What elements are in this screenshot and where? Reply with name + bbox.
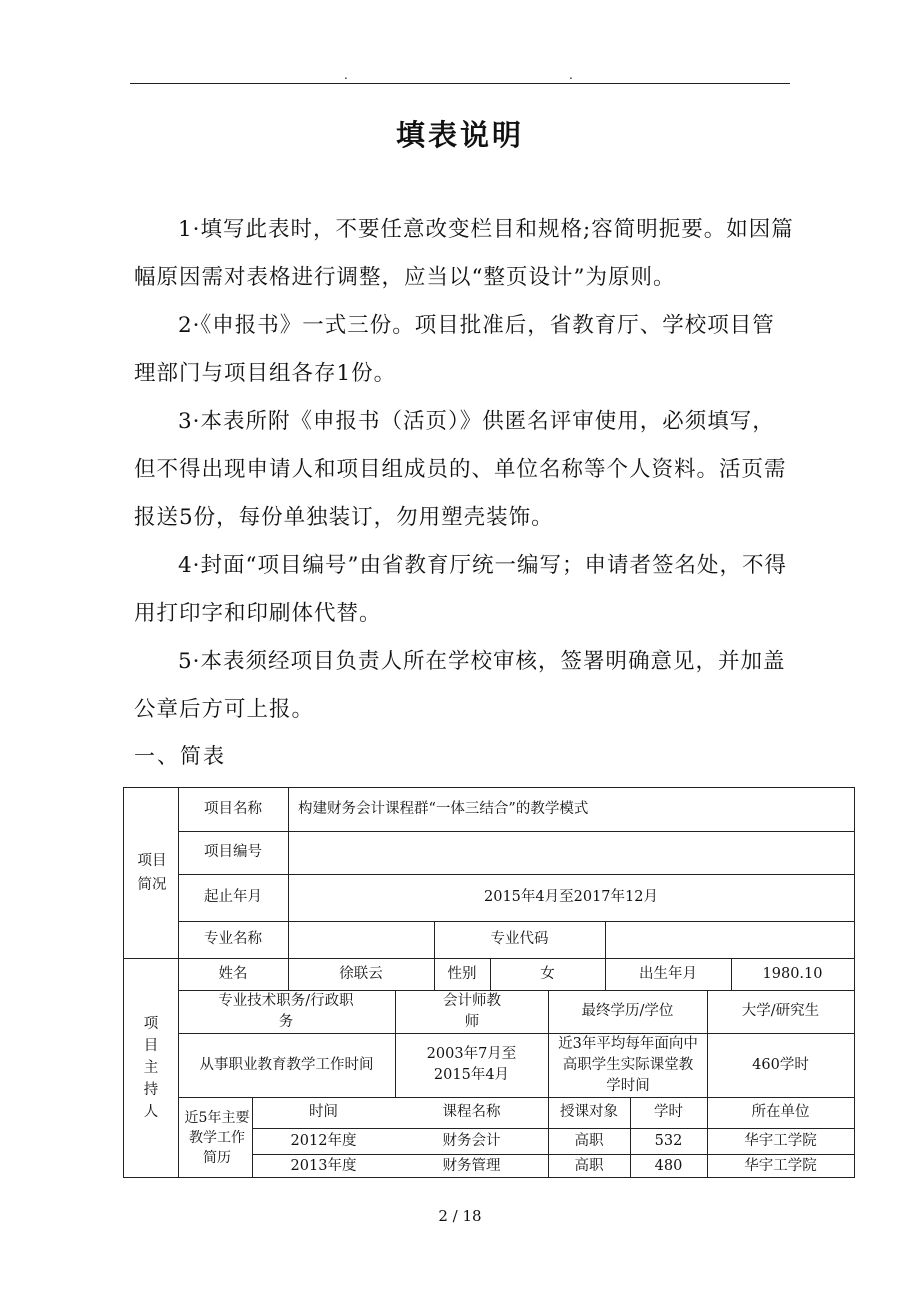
- teaching-time-label: 从事职业教育教学工作时间: [199, 1056, 374, 1073]
- header-dot-right: .: [569, 68, 573, 82]
- gender-value: 女: [540, 965, 555, 982]
- table-cell: 华宇工学院: [744, 1132, 817, 1149]
- period-value: 2015年4月至2017年12月: [484, 889, 658, 905]
- summary-table: [123, 787, 855, 1178]
- period-label: 起止年月: [204, 889, 262, 905]
- title-label: 专业技术职务/行政职务: [218, 992, 354, 1030]
- resume-header: 时间: [309, 1104, 338, 1120]
- birth-value: 1980.10: [762, 965, 823, 982]
- table-cell: 高职: [574, 1157, 604, 1174]
- instruction-item: 4·封面“项目编号”由省教育厅统一编写；申请者签名处，不得用打印字和印刷体代替。: [134, 553, 787, 626]
- table-cell: 财务管理: [442, 1157, 501, 1174]
- page-title: 填表说明: [395, 118, 524, 152]
- project-number-value: [288, 831, 854, 874]
- instruction-item: 3·本表所附《申报书（活页）》供匿名评审使用，必须填写，但不得出现申请人和项目组成员的、单位名称等个人资料。活页需报送5份，每份单独装订，勿用塑壳装饰。: [134, 409, 787, 530]
- table-cell: 2013年度: [290, 1157, 357, 1174]
- birth-label: 出生年月: [639, 965, 697, 982]
- project-name-value: 构建财务会计课程群“一体三结合”的教学模式: [298, 801, 589, 817]
- education-label: 最终学历/学位: [581, 1003, 674, 1019]
- major-name-label: 专业名称: [204, 931, 262, 947]
- teaching-time-value: 2003年7月至2015年4月: [426, 1046, 517, 1083]
- instruction-item: 2·《申报书》一式三份。项目批准后，省教育厅、学校项目管理部门与项目组各存1份。: [134, 313, 775, 386]
- resume-header: 学时: [654, 1104, 683, 1120]
- project-host-label: 项目主持人: [143, 1016, 159, 1120]
- table-cell: 2012年度: [290, 1132, 357, 1149]
- table-cell: 532: [654, 1132, 683, 1149]
- table-cell: 高职: [574, 1132, 604, 1149]
- name-label: 姓名: [218, 965, 248, 982]
- table-cell: 华宇工学院: [744, 1157, 817, 1174]
- table-cell: 480: [654, 1157, 683, 1174]
- project-name-label: 项目名称: [204, 801, 262, 817]
- major-code-value: [605, 921, 854, 958]
- name-value: 徐联云: [339, 965, 383, 982]
- resume-header: 课程名称: [442, 1104, 501, 1120]
- avg-teaching-value: 460学时: [752, 1056, 809, 1073]
- section-title: 一、简表: [134, 744, 226, 768]
- page-number: 2 / 18: [438, 1207, 482, 1225]
- gender-label: 性别: [447, 965, 477, 982]
- table-rule: [395, 990, 396, 1097]
- project-number-label: 项目编号: [204, 844, 262, 860]
- major-name-value: [288, 921, 434, 958]
- instructions: [134, 206, 794, 734]
- title-value: 会计师教师: [443, 992, 501, 1030]
- instruction-item: 5·本表须经项目负责人所在学校审核，签署明确意见，并加盖公章后方可上报。: [134, 649, 786, 722]
- education-value: 大学/研究生: [741, 1003, 820, 1019]
- resume-header: 所在单位: [751, 1104, 810, 1120]
- major-code-label: 专业代码: [490, 931, 549, 947]
- project-overview-label: 项目简况: [137, 853, 167, 893]
- header-dot-left: .: [344, 68, 348, 82]
- header-rule: [130, 83, 790, 84]
- resume-label: 近5年主要教学工作简历: [184, 1109, 250, 1166]
- table-cell: 财务会计: [442, 1132, 501, 1149]
- instruction-item: 1·填写此表时，不要任意改变栏目和规格;容简明扼要。如因篇幅原因需对表格进行调整，应当以“整页设计”为原则。: [134, 217, 794, 290]
- avg-teaching-label: 近3年平均每年面向中高职学生实际课堂教学时间: [558, 1035, 698, 1094]
- resume-header: 授课对象: [560, 1104, 618, 1120]
